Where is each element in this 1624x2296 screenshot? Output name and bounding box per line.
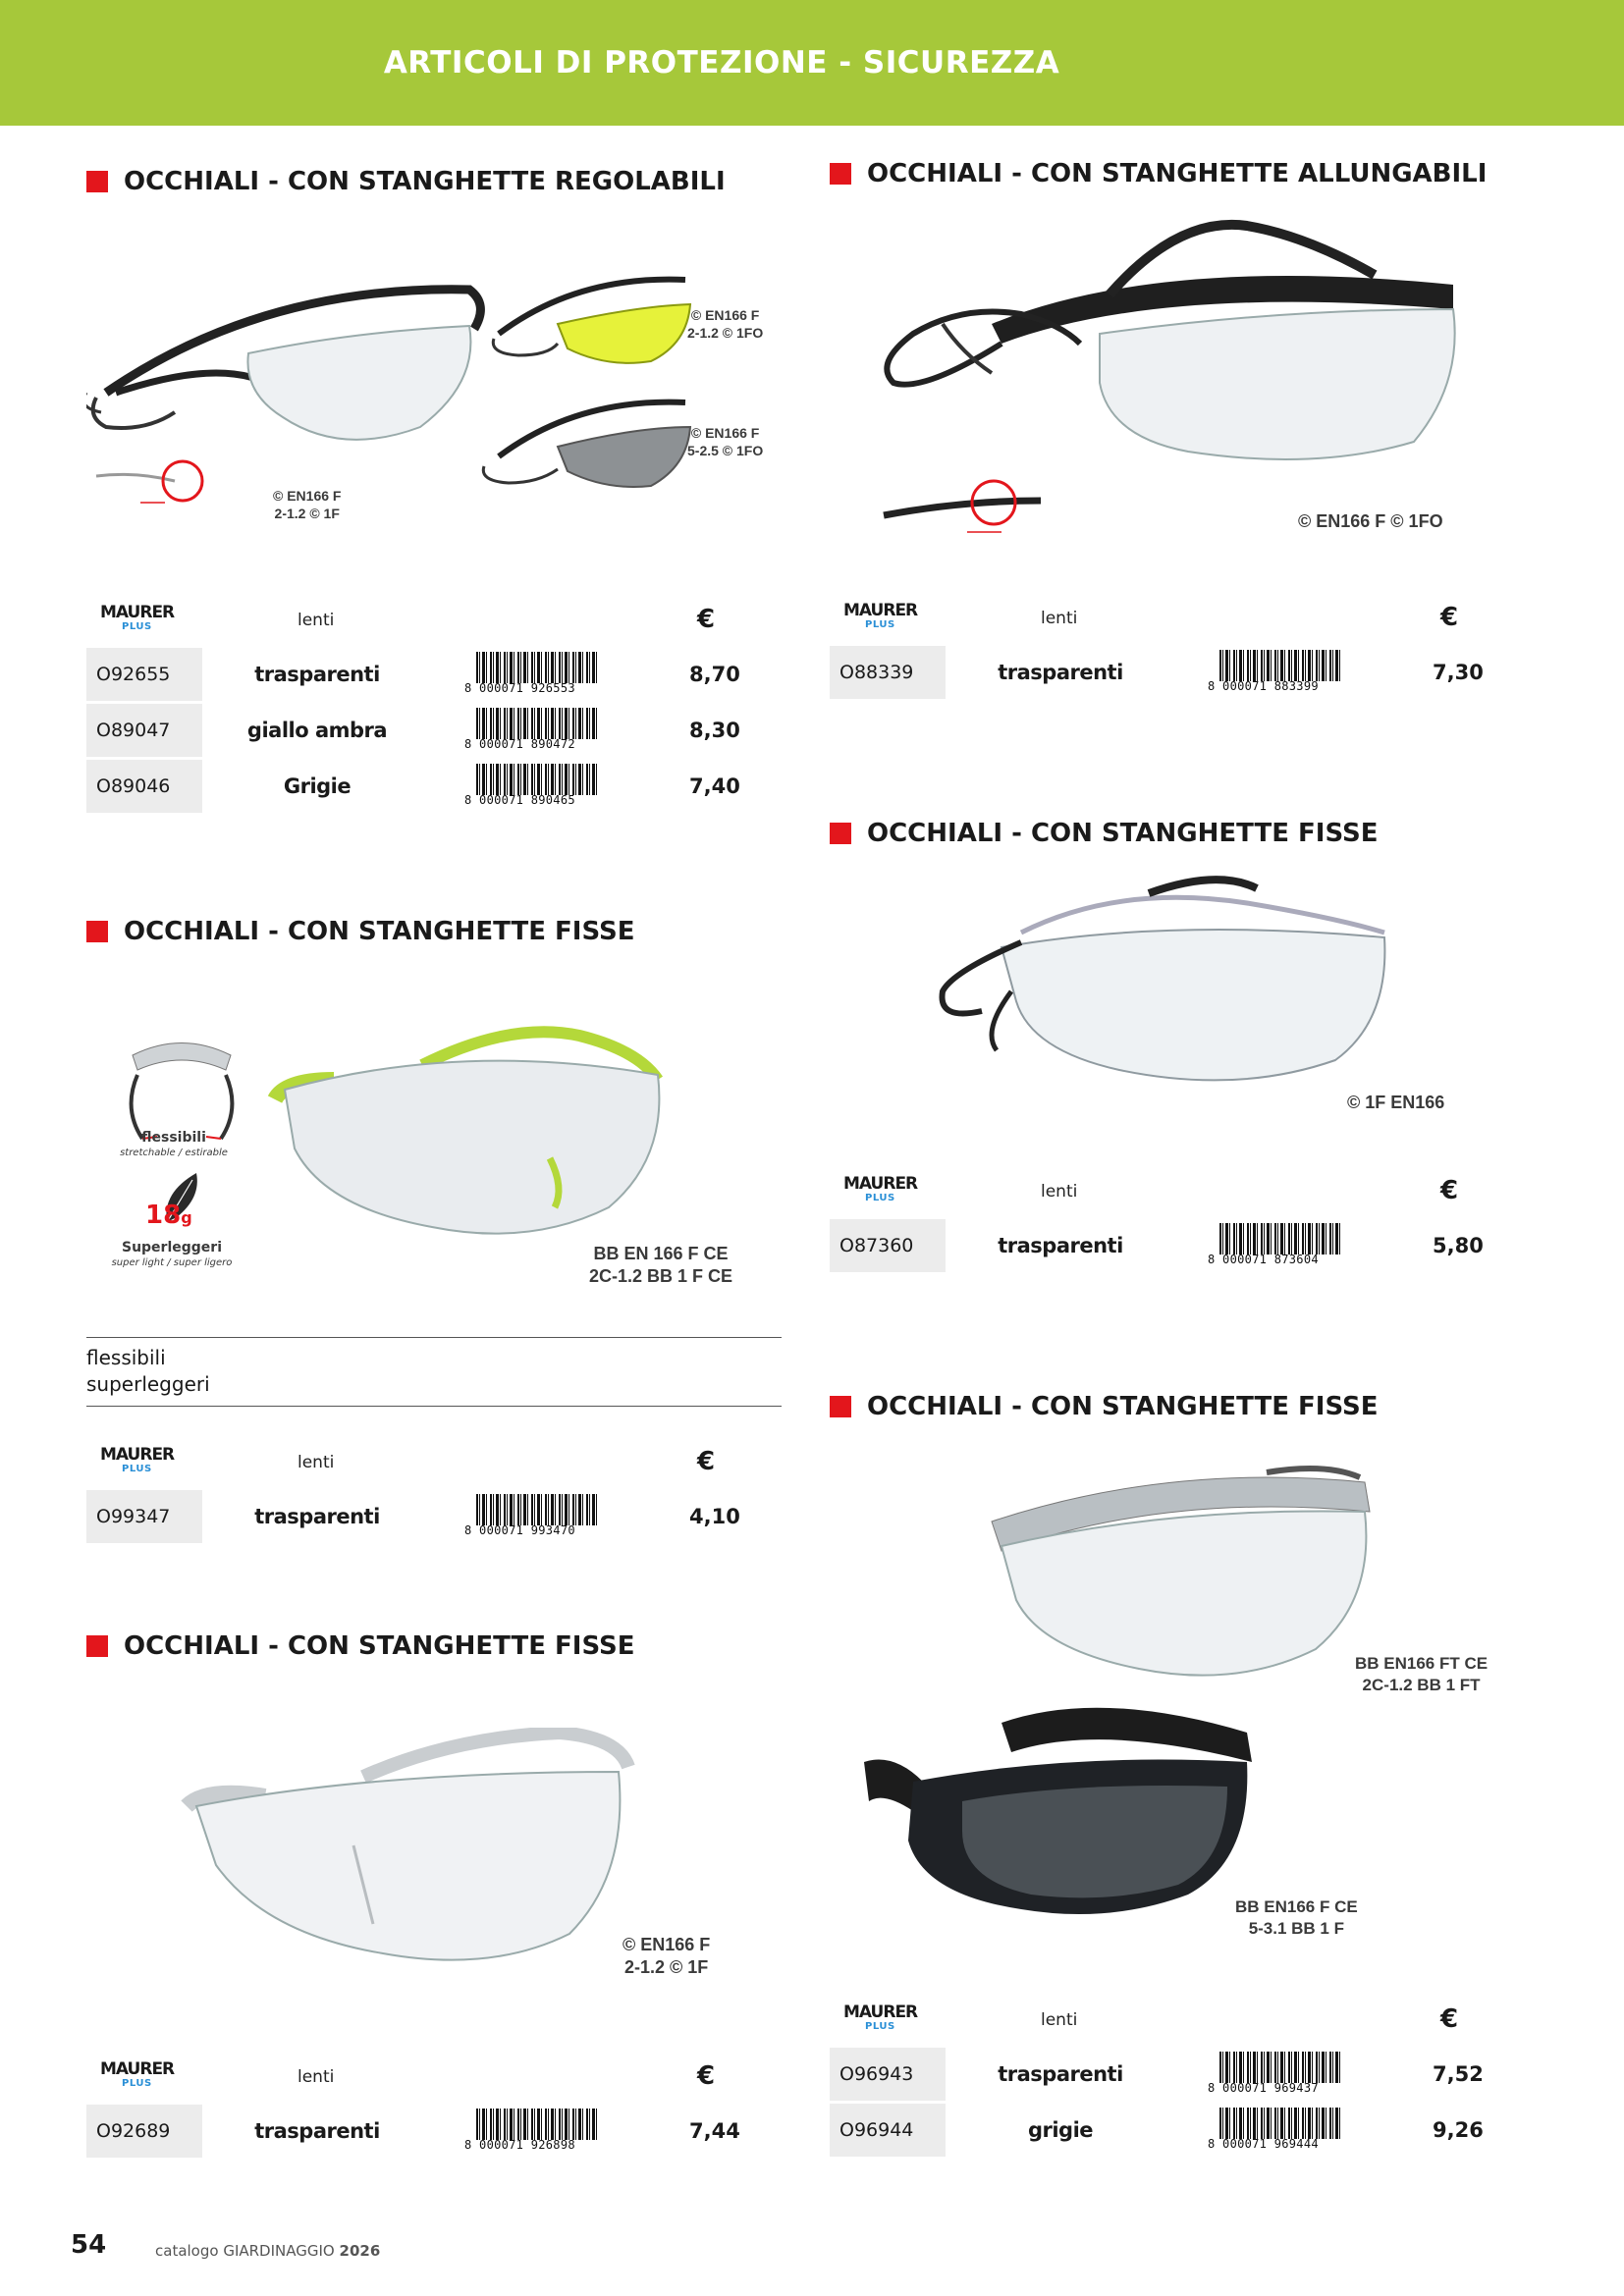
barcode-bars bbox=[476, 2109, 600, 2140]
barcode-bars bbox=[476, 652, 600, 683]
flexible-glasses-photo bbox=[265, 1021, 677, 1256]
barcode: 8 000071 969437 bbox=[1208, 2052, 1345, 2097]
price: 5,80 bbox=[1433, 1234, 1484, 1257]
table-header bbox=[86, 599, 774, 644]
price: 4,10 bbox=[689, 1505, 740, 1528]
section-title: OCCHIALI - CON STANGHETTE FISSE bbox=[86, 917, 635, 946]
section-title: OCCHIALI - CON STANGHETTE FISSE bbox=[830, 1392, 1379, 1421]
lens-type: trasparenti bbox=[254, 1505, 380, 1528]
product-code: O89047 bbox=[86, 704, 202, 757]
product-code: O96943 bbox=[830, 2048, 946, 2101]
product-code: O89046 bbox=[86, 760, 202, 813]
maurer-plus-logo: MAURER PLUS bbox=[100, 2059, 175, 2089]
barcode-bars bbox=[476, 764, 600, 795]
section-title: OCCHIALI - CON STANGHETTE ALLUNGABILI bbox=[830, 159, 1487, 188]
extendable-glasses-photo bbox=[864, 216, 1492, 550]
table-row bbox=[86, 760, 774, 813]
section-title: OCCHIALI - CON STANGHETTE FISSE bbox=[830, 819, 1379, 848]
clear-wraparound-glasses-photo bbox=[972, 1453, 1384, 1698]
table-row bbox=[86, 648, 774, 701]
column-header-price: € bbox=[1440, 603, 1459, 632]
maurer-plus-logo: MAURER PLUS bbox=[843, 1174, 918, 1203]
table-row bbox=[830, 1219, 1517, 1272]
column-header-lenti: lenti bbox=[1041, 1182, 1078, 1201]
barcode-bars bbox=[1219, 1223, 1343, 1255]
cert-label: © 1F EN166 bbox=[1347, 1093, 1445, 1112]
barcode: 8 000071 993470 bbox=[464, 1494, 602, 1539]
superlight-badge-label: Superleggeri super light / super ligero bbox=[111, 1240, 233, 1269]
price: 7,44 bbox=[689, 2119, 740, 2143]
barcode-bars bbox=[1219, 2052, 1343, 2083]
product-code: O88339 bbox=[830, 646, 946, 699]
barcode-bars bbox=[476, 1494, 600, 1525]
cert-label: © EN166 F 5-2.5 © 1FO bbox=[687, 425, 764, 459]
feature-divider bbox=[86, 1337, 782, 1338]
product-code: O96944 bbox=[830, 2104, 946, 2157]
table-header bbox=[830, 597, 1517, 642]
section-title: OCCHIALI - CON STANGHETTE REGOLABILI bbox=[86, 167, 726, 196]
table-row bbox=[830, 2048, 1517, 2101]
weight-badge: 18g bbox=[145, 1201, 192, 1230]
flexible-badge-label: flessibili stretchable / estirable bbox=[120, 1130, 228, 1159]
maurer-plus-logo: MAURER PLUS bbox=[843, 601, 918, 630]
product-code: O99347 bbox=[86, 1490, 202, 1543]
red-square-bullet bbox=[830, 1396, 851, 1417]
red-square-bullet bbox=[830, 823, 851, 844]
cert-label: BB EN 166 F CE 2C-1.2 BB 1 F CE bbox=[589, 1244, 733, 1287]
lens-type: grigie bbox=[1027, 2118, 1094, 2142]
cert-label: BB EN166 FT CE 2C-1.2 BB 1 FT bbox=[1355, 1654, 1489, 1695]
price: 7,52 bbox=[1433, 2062, 1484, 2086]
table-row bbox=[86, 2105, 774, 2158]
page-title: ARTICOLI DI PROTEZIONE - SICUREZZA bbox=[383, 45, 1060, 80]
table-header bbox=[830, 1999, 1517, 2044]
feature-item: flessibili bbox=[86, 1346, 166, 1369]
table-row bbox=[86, 1490, 774, 1543]
table-header bbox=[830, 1170, 1517, 1215]
table-row bbox=[830, 646, 1517, 699]
column-header-price: € bbox=[697, 2061, 716, 2091]
barcode-bars bbox=[476, 708, 600, 739]
adjustable-glasses-photo bbox=[86, 245, 793, 540]
lens-type: Grigie bbox=[283, 774, 352, 798]
barcode: 8 000071 926898 bbox=[464, 2109, 602, 2154]
lens-type: trasparenti bbox=[998, 1234, 1123, 1257]
product-code: O92689 bbox=[86, 2105, 202, 2158]
barcode: 8 000071 890465 bbox=[464, 764, 602, 809]
feature-divider bbox=[86, 1406, 782, 1407]
column-header-lenti: lenti bbox=[298, 1453, 335, 1472]
clear-glasses-photo bbox=[177, 1728, 638, 1983]
section-title: OCCHIALI - CON STANGHETTE FISSE bbox=[86, 1631, 635, 1661]
lens-type: trasparenti bbox=[998, 2062, 1123, 2086]
dark-sport-glasses-photo bbox=[854, 1693, 1257, 1929]
barcode: 8 000071 926553 bbox=[464, 652, 602, 697]
red-square-bullet bbox=[830, 163, 851, 185]
table-row bbox=[86, 704, 774, 757]
overglasses-photo bbox=[923, 874, 1394, 1109]
price: 7,40 bbox=[689, 774, 740, 798]
catalog-footer: catalogo GIARDINAGGIO 2026 bbox=[155, 2242, 381, 2260]
cert-label: © EN166 F 2-1.2 © 1F bbox=[273, 488, 342, 522]
red-square-bullet bbox=[86, 921, 108, 942]
price: 9,26 bbox=[1433, 2118, 1484, 2142]
feature-list bbox=[86, 1345, 210, 1398]
price: 7,30 bbox=[1433, 661, 1484, 684]
table-header bbox=[86, 1441, 774, 1486]
price: 8,30 bbox=[689, 719, 740, 742]
lens-type: trasparenti bbox=[998, 661, 1123, 684]
column-header-lenti: lenti bbox=[298, 2067, 335, 2087]
cert-label: © EN166 F © 1FO bbox=[1298, 511, 1443, 531]
maurer-plus-logo: MAURER PLUS bbox=[100, 1445, 175, 1474]
column-header-lenti: lenti bbox=[1041, 609, 1078, 628]
column-header-price: € bbox=[1440, 1176, 1459, 1205]
price: 8,70 bbox=[689, 663, 740, 686]
maurer-plus-logo: MAURER PLUS bbox=[843, 2002, 918, 2032]
product-code: O92655 bbox=[86, 648, 202, 701]
maurer-plus-logo: MAURER PLUS bbox=[100, 603, 175, 632]
cert-label: © EN166 F 2-1.2 © 1F bbox=[623, 1935, 711, 1978]
barcode-bars bbox=[1219, 650, 1343, 681]
red-square-bullet bbox=[86, 171, 108, 192]
table-header bbox=[86, 2056, 774, 2101]
page-number: 54 bbox=[71, 2230, 107, 2260]
red-square-bullet bbox=[86, 1635, 108, 1657]
column-header-price: € bbox=[1440, 2004, 1459, 2034]
column-header-price: € bbox=[697, 605, 716, 634]
barcode-bars bbox=[1219, 2108, 1343, 2139]
barcode: 8 000071 969444 bbox=[1208, 2108, 1345, 2153]
column-header-lenti: lenti bbox=[1041, 2010, 1078, 2030]
cert-label: BB EN166 F CE 5-3.1 BB 1 F bbox=[1235, 1897, 1358, 1939]
barcode: 8 000071 883399 bbox=[1208, 650, 1345, 695]
cert-label: © EN166 F 2-1.2 © 1FO bbox=[687, 307, 764, 342]
table-row bbox=[830, 2104, 1517, 2157]
lens-type: giallo ambra bbox=[246, 719, 388, 742]
barcode: 8 000071 873604 bbox=[1208, 1223, 1345, 1268]
lens-type: trasparenti bbox=[254, 2119, 380, 2143]
feature-item: superleggeri bbox=[86, 1372, 210, 1396]
product-code: O87360 bbox=[830, 1219, 946, 1272]
lens-type: trasparenti bbox=[254, 663, 380, 686]
barcode: 8 000071 890472 bbox=[464, 708, 602, 753]
column-header-price: € bbox=[697, 1447, 716, 1476]
column-header-lenti: lenti bbox=[298, 611, 335, 630]
